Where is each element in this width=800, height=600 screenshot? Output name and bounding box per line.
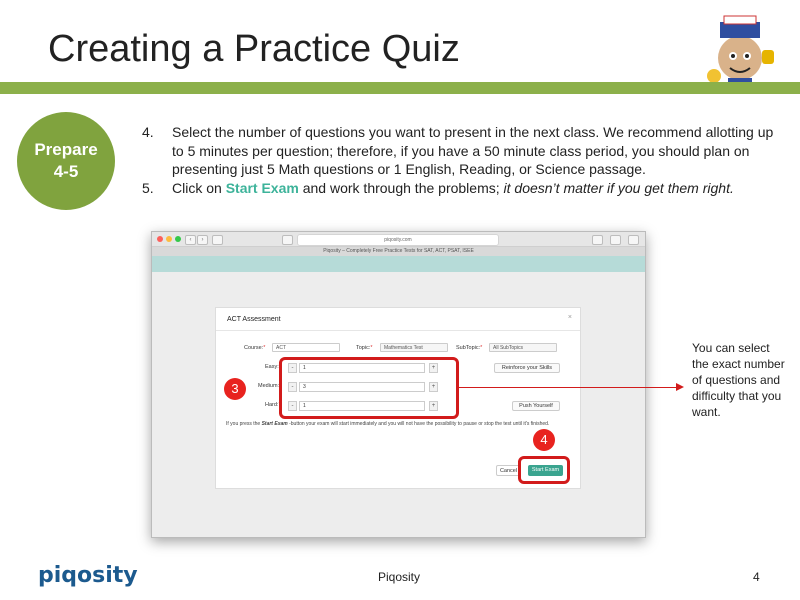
close-window-icon[interactable] xyxy=(157,236,163,242)
minimize-window-icon[interactable] xyxy=(166,236,172,242)
list-item xyxy=(142,123,782,179)
note-text-post: -button your exam will start immediately and you will not have the possibility to pause or stop the test until it's finished. xyxy=(287,421,550,427)
hard-label-text: Hard: xyxy=(265,402,279,408)
hard-increment-button[interactable]: + xyxy=(429,401,438,411)
push-yourself-button[interactable]: Push Yourself xyxy=(512,401,560,411)
start-exam-button[interactable]: Start Exam xyxy=(528,465,563,476)
difficulty-callout-box xyxy=(279,357,459,419)
step-text-pre: Click on xyxy=(172,179,226,196)
exam-warning-note xyxy=(226,421,571,428)
callout-arrow-line xyxy=(458,387,678,388)
side-note: You can select the exact number of questions and difficulty that you want. xyxy=(692,341,785,419)
required-mark: * xyxy=(278,364,281,370)
header-accent-bar xyxy=(0,82,800,94)
note-emphasis: Start Exam xyxy=(261,421,288,427)
share-icon[interactable] xyxy=(610,235,621,245)
instruction-list xyxy=(142,123,782,197)
cancel-button[interactable]: Cancel xyxy=(496,465,521,476)
maximize-window-icon[interactable] xyxy=(175,236,181,242)
footer-company: Piqosity xyxy=(378,570,421,584)
step-number: 4. xyxy=(142,124,154,140)
slide-title: Creating a Practice Quiz xyxy=(48,28,460,70)
course-field[interactable]: ACT xyxy=(272,343,340,352)
start-exam-callout-box xyxy=(518,456,570,484)
badge-line-2: 4-5 xyxy=(53,162,79,181)
prepare-step-badge xyxy=(17,112,115,210)
list-item xyxy=(142,179,782,198)
required-mark: * xyxy=(278,402,281,408)
topic-select[interactable]: Mathematics Test xyxy=(380,343,448,352)
site-navbar xyxy=(152,256,645,272)
easy-label-text: Easy: xyxy=(265,364,279,370)
easy-count-input[interactable]: 1 xyxy=(299,363,425,373)
arrow-head-icon xyxy=(676,383,684,391)
callout-badge-3: 3 xyxy=(224,378,246,400)
course-label xyxy=(244,345,265,351)
sidebar-icon[interactable] xyxy=(212,235,223,245)
shield-icon[interactable] xyxy=(282,235,293,245)
easy-decrement-button[interactable]: - xyxy=(288,363,297,373)
step-text-italic: it doesn’t matter if you get them right. xyxy=(503,179,734,196)
subtopic-select[interactable]: All SubTopics xyxy=(489,343,557,352)
subtopic-label-text: SubTopic: xyxy=(456,345,481,351)
forward-icon[interactable]: › xyxy=(197,235,208,245)
required-mark: * xyxy=(370,345,373,351)
back-icon[interactable]: ‹ xyxy=(185,235,196,245)
required-mark: * xyxy=(480,345,483,351)
medium-count-input[interactable]: 3 xyxy=(299,382,425,392)
browser-toolbar xyxy=(152,232,645,247)
step-text: Select the number of questions you want to present in the next class. We recommend allotting up to 5 minutes per question; therefore, if you have a 50 minute class period, you should plan on presenting just 5 Math questions or 1 English, Reading, or Science passage. xyxy=(172,124,774,177)
medium-decrement-button[interactable]: - xyxy=(288,382,297,392)
footer-logo: piqosity xyxy=(38,563,138,588)
medium-label-text: Medium: xyxy=(258,383,280,389)
medium-increment-button[interactable]: + xyxy=(429,382,438,392)
required-mark: * xyxy=(263,345,266,351)
topic-label xyxy=(356,345,373,351)
step-text-mid: and work through the problems; xyxy=(298,179,504,196)
address-bar[interactable]: piqosity.com xyxy=(297,234,499,246)
start-exam-highlight: Start Exam xyxy=(225,179,299,196)
subtopic-label xyxy=(456,345,482,351)
download-icon[interactable] xyxy=(592,235,603,245)
page-number: 4 xyxy=(753,570,760,584)
hard-count-input[interactable]: 1 xyxy=(299,401,425,411)
easy-increment-button[interactable]: + xyxy=(429,363,438,373)
tabs-icon[interactable] xyxy=(628,235,639,245)
hard-decrement-button[interactable]: - xyxy=(288,401,297,411)
badge-line-1: Prepare xyxy=(34,140,98,159)
modal-divider xyxy=(216,330,580,331)
reinforce-skills-button[interactable]: Reinforce your Skills xyxy=(494,363,560,373)
close-icon[interactable]: × xyxy=(567,314,572,321)
step-number: 5. xyxy=(142,179,154,196)
browser-tab[interactable]: Piqosity – Completely Free Practice Tests for SAT, ACT, PSAT, ISEE xyxy=(152,247,645,256)
modal-title: ACT Assessment xyxy=(227,316,281,323)
medium-label xyxy=(258,383,281,389)
course-label-text: Course: xyxy=(244,345,264,351)
note-text-pre: If you press the xyxy=(226,421,262,427)
callout-badge-4: 4 xyxy=(533,429,555,451)
topic-label-text: Topic: xyxy=(356,345,371,351)
required-mark: * xyxy=(279,383,282,389)
